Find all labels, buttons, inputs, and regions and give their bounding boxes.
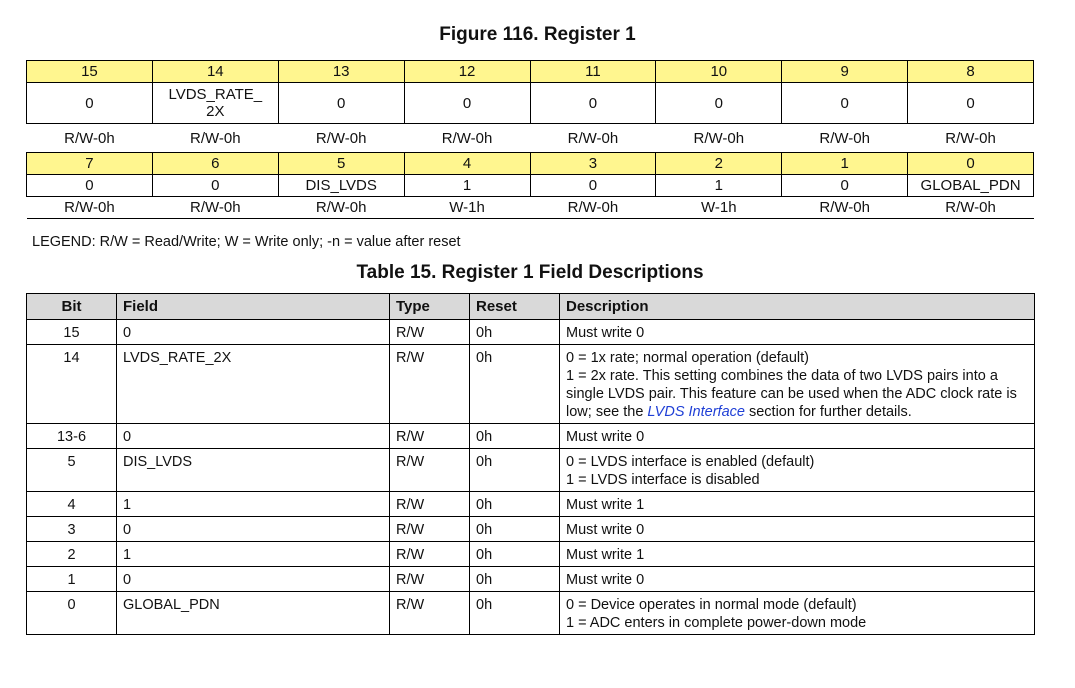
bit-number-cell: 6: [152, 153, 278, 175]
cell-bit: 3: [27, 517, 117, 542]
bit-number-cell: 4: [404, 153, 530, 175]
register-legend: LEGEND: R/W = Read/Write; W = Write only; -n = value after reset: [32, 234, 461, 250]
cell-reset: 0h: [470, 320, 560, 345]
description-line: Must write 1: [566, 497, 645, 513]
cell-bit: 4: [27, 492, 117, 517]
header-description: Description: [560, 294, 1035, 320]
table-row: [27, 345, 1035, 424]
description-line: 0 = LVDS interface is enabled (default): [566, 454, 815, 470]
description-line: 0 = 1x rate; normal operation (default): [566, 350, 810, 366]
bit-value-cell: DIS_LVDS: [278, 175, 404, 197]
cell-field: 0: [117, 517, 390, 542]
cell-field: 1: [117, 542, 390, 567]
lower-bit-access-row: [27, 197, 1034, 219]
cell-reset: 0h: [470, 542, 560, 567]
description-line: Must write 1: [566, 547, 645, 563]
lower-bit-value-row: [27, 175, 1034, 197]
bit-value-cell: LVDS_RATE_ 2X: [152, 83, 278, 124]
bit-access-cell: R/W-0h: [152, 124, 278, 153]
table-row: [27, 320, 1035, 345]
bit-number-cell: 2: [656, 153, 782, 175]
field-descriptions-table: [26, 293, 1035, 635]
bit-access-cell: R/W-0h: [530, 124, 656, 153]
cell-field: 1: [117, 492, 390, 517]
bit-access-cell: R/W-0h: [278, 197, 404, 219]
cell-bit: 14: [27, 345, 117, 424]
table-row: [27, 449, 1035, 492]
cell-description: [560, 424, 1035, 449]
bit-number-cell: 15: [27, 61, 153, 83]
bit-value-cell: 0: [152, 175, 278, 197]
bit-access-cell: R/W-0h: [530, 197, 656, 219]
cell-field: DIS_LVDS: [117, 449, 390, 492]
cell-type: R/W: [390, 592, 470, 635]
table-row: [27, 592, 1035, 635]
cell-reset: 0h: [470, 592, 560, 635]
table-row: [27, 492, 1035, 517]
cell-reset: 0h: [470, 449, 560, 492]
lower-bit-number-row: [27, 153, 1034, 175]
cell-type: R/W: [390, 492, 470, 517]
upper-bit-number-row: [27, 61, 1034, 83]
description-line: Must write 0: [566, 429, 645, 445]
cell-type: R/W: [390, 424, 470, 449]
cell-reset: 0h: [470, 492, 560, 517]
header-field: Field: [117, 294, 390, 320]
description-line: Must write 0: [566, 522, 645, 538]
bit-access-cell: R/W-0h: [782, 197, 908, 219]
bit-access-cell: R/W-0h: [404, 124, 530, 153]
cell-description: [560, 517, 1035, 542]
bit-number-cell: 5: [278, 153, 404, 175]
cell-field: 0: [117, 424, 390, 449]
description-line: [566, 367, 1028, 421]
bit-value-cell: 1: [656, 175, 782, 197]
cell-description: [560, 567, 1035, 592]
description-line: Must write 0: [566, 325, 645, 341]
header-bit: Bit: [27, 294, 117, 320]
table-title: Table 15. Register 1 Field Descriptions: [356, 262, 704, 283]
description-line: 1 = LVDS interface is disabled: [566, 472, 760, 488]
bit-access-cell: R/W-0h: [908, 197, 1034, 219]
cell-type: R/W: [390, 449, 470, 492]
bit-access-cell: R/W-0h: [278, 124, 404, 153]
cell-bit: 1: [27, 567, 117, 592]
lvds-interface-link[interactable]: LVDS Interface: [647, 404, 745, 420]
cell-bit: 2: [27, 542, 117, 567]
cell-field: 0: [117, 567, 390, 592]
bit-number-cell: 7: [27, 153, 153, 175]
bit-number-cell: 11: [530, 61, 656, 83]
bit-value-cell: 0: [782, 83, 908, 124]
bit-access-cell: R/W-0h: [27, 124, 153, 153]
cell-reset: 0h: [470, 424, 560, 449]
cell-description: [560, 592, 1035, 635]
bit-access-cell: R/W-0h: [782, 124, 908, 153]
bit-number-cell: 9: [782, 61, 908, 83]
cell-type: R/W: [390, 567, 470, 592]
cell-reset: 0h: [470, 517, 560, 542]
bit-access-cell: R/W-0h: [152, 197, 278, 219]
table-row: [27, 542, 1035, 567]
bit-value-cell: 0: [27, 175, 153, 197]
bit-access-cell: R/W-0h: [27, 197, 153, 219]
upper-bit-access-row: [27, 124, 1034, 153]
description-text: section for further details.: [744, 404, 912, 420]
bit-value-cell: 0: [530, 175, 656, 197]
bit-value-cell: 0: [404, 83, 530, 124]
bit-value-cell: 0: [908, 83, 1034, 124]
bit-value-cell: 1: [404, 175, 530, 197]
bit-access-cell: W-1h: [404, 197, 530, 219]
cell-bit: 0: [27, 592, 117, 635]
bit-number-cell: 12: [404, 61, 530, 83]
figure-title: Figure 116. Register 1: [439, 24, 636, 45]
cell-reset: 0h: [470, 345, 560, 424]
bit-number-cell: 14: [152, 61, 278, 83]
bit-number-cell: 10: [656, 61, 782, 83]
cell-type: R/W: [390, 320, 470, 345]
cell-description: [560, 449, 1035, 492]
cell-field: 0: [117, 320, 390, 345]
description-line: 1 = ADC enters in complete power-down mode: [566, 615, 867, 631]
header-type: Type: [390, 294, 470, 320]
cell-bit: 13-6: [27, 424, 117, 449]
description-line: Must write 0: [566, 572, 645, 588]
upper-bit-value-row: [27, 83, 1034, 124]
header-row: [27, 294, 1035, 320]
cell-description: [560, 345, 1035, 424]
bit-access-cell: W-1h: [656, 197, 782, 219]
bit-number-cell: 0: [908, 153, 1034, 175]
cell-field: GLOBAL_PDN: [117, 592, 390, 635]
cell-bit: 15: [27, 320, 117, 345]
bit-number-cell: 8: [908, 61, 1034, 83]
bit-value-cell: 0: [530, 83, 656, 124]
bit-number-cell: 3: [530, 153, 656, 175]
bit-access-cell: R/W-0h: [908, 124, 1034, 153]
description-line: 0 = Device operates in normal mode (default): [566, 597, 857, 613]
bit-value-cell: 0: [656, 83, 782, 124]
register-bit-map: [26, 60, 1034, 219]
cell-type: R/W: [390, 517, 470, 542]
bit-number-cell: 1: [782, 153, 908, 175]
bit-value-cell: 0: [278, 83, 404, 124]
bit-value-cell: 0: [782, 175, 908, 197]
cell-type: R/W: [390, 345, 470, 424]
cell-type: R/W: [390, 542, 470, 567]
table-row: [27, 567, 1035, 592]
description-text: 1 = 2x rate. This setting combines the data of two LVDS pairs into a single LVDS pair. This feature can be used when the ADC clock rate is low; see the: [566, 368, 1017, 420]
bit-number-cell: 13: [278, 61, 404, 83]
bit-value-cell: GLOBAL_PDN: [908, 175, 1034, 197]
bit-value-cell: 0: [27, 83, 153, 124]
cell-description: [560, 542, 1035, 567]
cell-description: [560, 492, 1035, 517]
table-row: [27, 517, 1035, 542]
bit-access-cell: R/W-0h: [656, 124, 782, 153]
cell-field: LVDS_RATE_2X: [117, 345, 390, 424]
header-reset: Reset: [470, 294, 560, 320]
cell-reset: 0h: [470, 567, 560, 592]
cell-bit: 5: [27, 449, 117, 492]
cell-description: [560, 320, 1035, 345]
table-row: [27, 424, 1035, 449]
